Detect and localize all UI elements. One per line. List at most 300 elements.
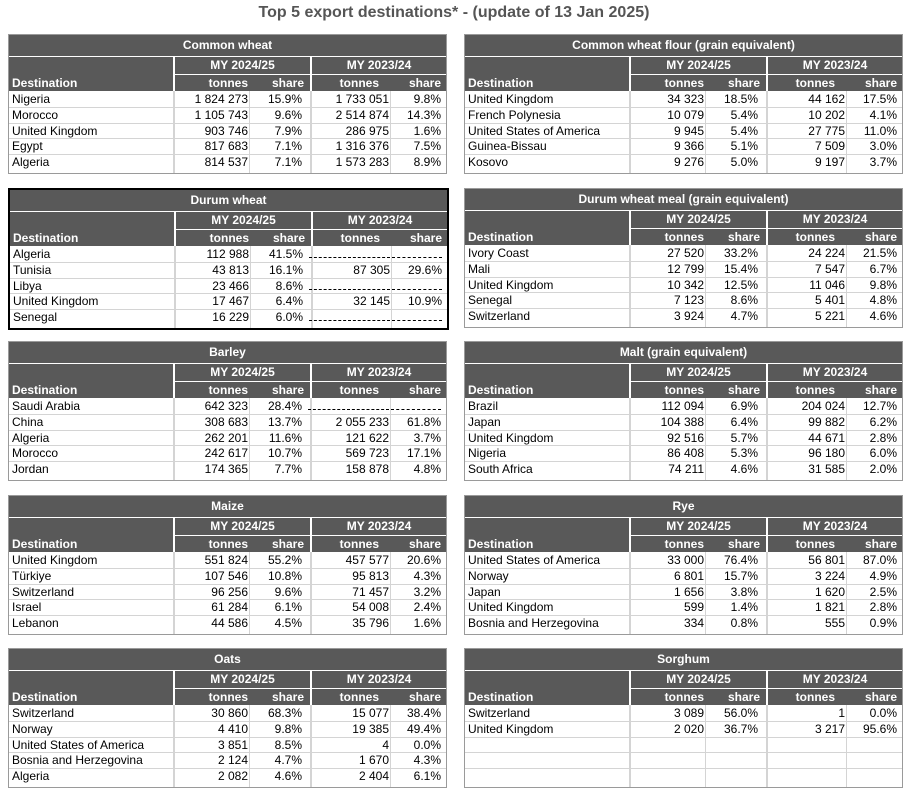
- table-row: [9, 706, 446, 722]
- header-destination: Destination: [468, 537, 534, 551]
- cell-share-previous: 20.6%: [406, 553, 441, 567]
- header-share-current: share: [727, 230, 760, 244]
- cell-tonnes-current: 9 366: [673, 139, 704, 154]
- table-row: [9, 139, 446, 155]
- cell-destination: Senegal: [468, 293, 513, 308]
- table-row: [465, 706, 902, 722]
- cell-tonnes-previous: 121 622: [345, 430, 389, 445]
- cell-tonnes-previous: 7 547: [814, 261, 845, 276]
- cell-tonnes-previous: 204 024: [801, 399, 845, 413]
- header-tonnes-current: tonnes: [664, 230, 704, 244]
- header-my-previous: MY 2023/24: [346, 365, 412, 379]
- cell-tonnes-previous: 1 316 376: [335, 139, 389, 154]
- cell-tonnes-current: 12 799: [667, 261, 704, 276]
- header-share-current: share: [271, 383, 304, 397]
- cell-share-previous: 4.3%: [413, 753, 441, 768]
- cell-tonnes-previous: 87 305: [353, 262, 390, 277]
- cell-share-current: 3.8%: [730, 584, 758, 599]
- cell-tonnes-previous: 2 055 233: [335, 414, 389, 429]
- table-row: [465, 585, 902, 601]
- header-my-current: MY 2024/25: [666, 58, 731, 72]
- cell-tonnes-previous: [309, 279, 390, 294]
- table-row: [10, 294, 447, 310]
- cell-share-previous: 95.6%: [862, 721, 897, 736]
- header-share-current: share: [271, 537, 304, 551]
- header-tonnes-current: tonnes: [664, 76, 704, 90]
- header-tonnes-current: tonnes: [208, 537, 248, 551]
- cell-share-current: 15.7%: [723, 568, 758, 583]
- cell-tonnes-previous: 1 573 283: [335, 155, 389, 169]
- header-my-previous: MY 2023/24: [802, 672, 868, 686]
- cell-share-current: 5.4%: [730, 123, 758, 138]
- table-row: [10, 279, 447, 295]
- cell-tonnes-current: 3 851: [217, 737, 248, 752]
- header-share-current: share: [727, 690, 760, 704]
- header-my-previous: MY 2023/24: [346, 519, 412, 533]
- cell-share-previous: 2.0%: [869, 462, 897, 476]
- header-share-current: share: [727, 383, 760, 397]
- cell-tonnes-current: 33 000: [667, 553, 704, 567]
- header-destination: Destination: [468, 230, 534, 244]
- header-tonnes-previous: tonnes: [339, 76, 379, 90]
- cell-destination: Türkiye: [12, 568, 52, 583]
- cell-destination: Nigeria: [12, 92, 51, 106]
- cell-tonnes-previous: 569 723: [345, 446, 389, 461]
- table-row: [465, 262, 902, 278]
- cell-share-current: 5.4%: [730, 107, 758, 122]
- cell-destination: Ivory Coast: [468, 246, 529, 260]
- cell-tonnes-current: 6 801: [673, 568, 704, 583]
- cell-share-current: 15.9%: [267, 92, 302, 106]
- header-share-current: share: [272, 231, 305, 245]
- cell-share-previous: [391, 399, 441, 414]
- table-body: [465, 553, 902, 634]
- cell-tonnes-current: 92 516: [667, 430, 704, 445]
- table-row: [465, 108, 902, 124]
- header-share-current: share: [727, 76, 760, 90]
- table-title: Malt (grain equivalent): [465, 342, 902, 363]
- cell-tonnes-current: 16 229: [212, 310, 249, 324]
- cell-destination: Algeria: [13, 247, 51, 261]
- cell-destination: Tunisia: [13, 262, 52, 277]
- header-tonnes-previous: tonnes: [795, 537, 835, 551]
- header-share-previous: share: [864, 230, 897, 244]
- cell-tonnes-current: 814 537: [204, 155, 248, 169]
- cell-share-previous: 6.2%: [869, 414, 897, 429]
- cell-share-previous: 87.0%: [862, 553, 897, 567]
- cell-tonnes-current: 61 284: [211, 600, 248, 615]
- cell-tonnes-current: 642 323: [204, 399, 248, 413]
- header-share-previous: share: [864, 383, 897, 397]
- cell-tonnes-previous: 3 224: [814, 568, 845, 583]
- table-title: Maize: [9, 496, 446, 517]
- cell-tonnes-current: 112 094: [661, 399, 704, 413]
- cell-share-previous: 1.6%: [413, 616, 441, 630]
- cell-share-previous: 3.7%: [413, 430, 441, 445]
- cell-destination: Norway: [12, 721, 53, 736]
- page-title: Top 5 export destinations* - (update of 13 Jan 2025): [258, 4, 650, 21]
- cell-share-current: 55.2%: [267, 553, 302, 567]
- cell-destination: Jordan: [12, 462, 49, 476]
- header-share-current: share: [727, 537, 760, 551]
- cell-share-previous: 3.2%: [413, 584, 441, 599]
- header-my-current: MY 2024/25: [210, 519, 275, 533]
- header-my-current: MY 2024/25: [666, 519, 731, 533]
- cell-destination: Algeria: [12, 155, 50, 169]
- cell-destination: Brazil: [468, 399, 499, 413]
- cell-tonnes-previous: 5 401: [814, 293, 845, 308]
- cell-tonnes-previous: 56 801: [808, 553, 845, 567]
- header-my-previous: MY 2023/24: [802, 58, 868, 72]
- cell-destination: United Kingdom: [468, 600, 554, 615]
- cell-share-current: 8.5%: [274, 737, 302, 752]
- cell-share-current: 41.5%: [268, 247, 303, 261]
- cell-share-previous: 4.9%: [869, 568, 897, 583]
- cell-tonnes-previous: 5 221: [814, 309, 845, 323]
- table-row: [9, 399, 446, 415]
- table-oats: [8, 648, 447, 788]
- cell-tonnes-previous: 9 197: [814, 155, 845, 169]
- cell-destination: United States of America: [12, 737, 145, 752]
- cell-destination: Guinea-Bissau: [468, 139, 547, 154]
- header-share-previous: share: [864, 76, 897, 90]
- table-row: [9, 446, 446, 462]
- cell-share-previous: [392, 279, 442, 294]
- cell-share-current: 8.6%: [730, 293, 758, 308]
- header-destination: Destination: [13, 231, 79, 245]
- cell-share-previous: 12.7%: [862, 399, 897, 413]
- header-destination: Destination: [12, 690, 78, 704]
- cell-share-current: 6.4%: [730, 414, 758, 429]
- cell-tonnes-previous: 158 878: [345, 462, 389, 476]
- cell-destination: Switzerland: [12, 584, 75, 599]
- cell-tonnes-current: 9 276: [673, 155, 704, 169]
- cell-tonnes-current: 903 746: [204, 123, 248, 138]
- cell-destination: French Polynesia: [468, 107, 561, 122]
- cell-share-previous: 7.5%: [413, 139, 441, 154]
- header-destination: Destination: [12, 383, 78, 397]
- cell-destination: Libya: [13, 278, 42, 293]
- cell-tonnes-previous: 27 775: [808, 123, 845, 138]
- header-my-current: MY 2024/25: [210, 672, 275, 686]
- cell-share-current: 4.6%: [730, 462, 758, 476]
- cell-share-current: 12.5%: [723, 277, 758, 292]
- header-tonnes-current: tonnes: [208, 690, 248, 704]
- header-share-previous: share: [408, 76, 441, 90]
- header-tonnes-previous: tonnes: [795, 76, 835, 90]
- cell-destination: Algeria: [12, 430, 50, 445]
- table-common-wheat: [8, 34, 447, 174]
- cell-share-previous: 4.1%: [869, 107, 897, 122]
- cell-share-current: 7.1%: [274, 155, 302, 169]
- cell-destination: United Kingdom: [12, 123, 98, 138]
- cell-destination: United Kingdom: [468, 277, 554, 292]
- cell-share-current: 5.7%: [730, 430, 758, 445]
- cell-share-current: 6.1%: [274, 600, 302, 615]
- header-destination: Destination: [12, 76, 78, 90]
- cell-share-current: 7.9%: [274, 123, 302, 138]
- table-row: [9, 616, 446, 632]
- cell-tonnes-current: 242 617: [204, 446, 248, 461]
- header-destination: Destination: [12, 537, 78, 551]
- cell-destination: Senegal: [13, 310, 58, 324]
- header-my-previous: MY 2023/24: [347, 213, 413, 227]
- table-header: [465, 211, 902, 245]
- cell-share-previous: 9.8%: [869, 277, 897, 292]
- cell-tonnes-previous: 4: [382, 737, 389, 752]
- cell-share-current: 4.7%: [274, 753, 302, 768]
- cell-tonnes-current: 262 201: [204, 430, 248, 445]
- table-body: [465, 246, 902, 327]
- cell-share-previous: 61.8%: [406, 414, 441, 429]
- cell-destination: China: [12, 414, 44, 429]
- cell-destination: Saudi Arabia: [12, 399, 81, 413]
- table-row: [9, 600, 446, 616]
- cell-destination: Kosovo: [468, 155, 509, 169]
- table-row: [10, 263, 447, 279]
- cell-share-current: 9.8%: [274, 721, 302, 736]
- header-tonnes-current: tonnes: [664, 690, 704, 704]
- cell-share-current: 28.4%: [267, 399, 302, 413]
- table-body: [10, 247, 447, 328]
- table-row: [465, 415, 902, 431]
- cell-tonnes-current: 112 988: [206, 247, 249, 261]
- cell-tonnes-previous: 11 046: [809, 277, 845, 292]
- cell-tonnes-current: 1 824 273: [194, 92, 248, 106]
- table-row: [465, 246, 902, 262]
- cell-share-previous: 6.7%: [869, 261, 897, 276]
- table-row: [9, 753, 446, 769]
- cell-share-previous: 9.8%: [413, 92, 441, 106]
- header-share-previous: share: [408, 383, 441, 397]
- cell-share-previous: [392, 247, 442, 262]
- table-row: [9, 431, 446, 447]
- cell-destination: United Kingdom: [468, 92, 554, 106]
- table-title: Common wheat: [9, 35, 446, 56]
- cell-tonnes-previous: 1 620: [814, 584, 845, 599]
- cell-share-previous: 8.9%: [413, 155, 441, 169]
- cell-destination: United States of America: [468, 123, 601, 138]
- table-header: [9, 518, 446, 552]
- table-title: Rye: [465, 496, 902, 517]
- table-header: [9, 57, 446, 91]
- header-share-previous: share: [408, 537, 441, 551]
- cell-share-previous: [392, 310, 442, 325]
- table-sorghum: [464, 648, 903, 788]
- table-title: Durum wheat: [10, 190, 447, 211]
- header-share-previous: share: [408, 690, 441, 704]
- cell-tonnes-previous: 2 514 874: [335, 107, 389, 122]
- table-row: [465, 600, 902, 616]
- cell-share-current: 11.6%: [268, 430, 302, 445]
- table-row: [9, 769, 446, 785]
- cell-tonnes-current: 44 586: [211, 616, 248, 630]
- cell-tonnes-current: 2 124: [217, 753, 248, 768]
- header-tonnes-previous: tonnes: [795, 383, 835, 397]
- cell-share-previous: 6.1%: [413, 769, 441, 783]
- header-tonnes-current: tonnes: [208, 383, 248, 397]
- table-row: [9, 108, 446, 124]
- cell-tonnes-current: 7 123: [673, 293, 704, 308]
- cell-share-current: 6.4%: [275, 294, 303, 309]
- table-header: [10, 212, 447, 246]
- cell-destination: Israel: [12, 600, 42, 615]
- cell-tonnes-previous: 99 882: [808, 414, 845, 429]
- header-tonnes-previous: tonnes: [339, 383, 379, 397]
- cell-share-current: 13.7%: [267, 414, 302, 429]
- cell-share-previous: 3.7%: [869, 155, 897, 169]
- cell-tonnes-current: 74 211: [668, 462, 704, 476]
- header-tonnes-previous: tonnes: [339, 690, 379, 704]
- cell-share-previous: 0.9%: [869, 616, 897, 630]
- table-row: [465, 155, 902, 171]
- header-tonnes-previous: tonnes: [795, 690, 835, 704]
- cell-tonnes-previous: [308, 399, 389, 414]
- cell-share-previous: 3.0%: [869, 139, 897, 154]
- cell-share-previous: 0.0%: [869, 706, 897, 720]
- table-row: [9, 415, 446, 431]
- cell-share-current: 4.6%: [274, 769, 302, 783]
- cell-tonnes-current: 107 546: [204, 568, 248, 583]
- cell-destination: Japan: [468, 584, 501, 599]
- header-tonnes-previous: tonnes: [340, 231, 380, 245]
- cell-tonnes-previous: 1 821: [814, 600, 845, 615]
- table-row: [465, 769, 902, 785]
- cell-tonnes-previous: [309, 310, 390, 325]
- cell-share-current: 0.8%: [730, 616, 758, 630]
- cell-share-current: 16.1%: [268, 262, 303, 277]
- cell-tonnes-previous: 95 813: [352, 568, 389, 583]
- cell-destination: Bosnia and Herzegovina: [12, 753, 143, 768]
- cell-share-previous: 6.0%: [869, 446, 897, 461]
- cell-destination: Morocco: [12, 107, 59, 122]
- table-row: [9, 462, 446, 478]
- cell-share-current: 9.6%: [274, 584, 302, 599]
- table-title: Oats: [9, 649, 446, 670]
- cell-destination: Lebanon: [12, 616, 59, 630]
- cell-tonnes-previous: 7 509: [814, 139, 845, 154]
- cell-share-current: 36.7%: [723, 721, 758, 736]
- cell-destination: United Kingdom: [468, 430, 554, 445]
- cell-share-current: 33.2%: [723, 246, 758, 260]
- cell-destination: Algeria: [12, 769, 50, 783]
- cell-share-previous: 4.6%: [869, 309, 897, 323]
- cell-tonnes-previous: 71 457: [352, 584, 389, 599]
- cell-destination: Egypt: [12, 139, 43, 154]
- cell-share-current: 15.4%: [723, 261, 758, 276]
- cell-tonnes-previous: 31 585: [808, 462, 845, 476]
- cell-destination: Morocco: [12, 446, 59, 461]
- table-row: [9, 569, 446, 585]
- header-my-current: MY 2024/25: [211, 213, 276, 227]
- cell-share-previous: 49.4%: [406, 721, 441, 736]
- table-row: [10, 247, 447, 263]
- cell-tonnes-previous: 1: [838, 706, 845, 720]
- header-tonnes-previous: tonnes: [795, 230, 835, 244]
- table-header: [9, 364, 446, 398]
- cell-tonnes-previous: 54 008: [352, 600, 389, 615]
- table-row: [9, 585, 446, 601]
- table-malt-grain-equivalent: [464, 341, 903, 481]
- table-title: Sorghum: [465, 649, 902, 670]
- table-row: [9, 92, 446, 108]
- header-destination: Destination: [468, 690, 534, 704]
- table-body: [9, 92, 446, 173]
- cell-tonnes-previous: 44 671: [808, 430, 845, 445]
- table-durum-wheat-meal-grain-equivalent: [464, 188, 903, 328]
- table-row: [465, 293, 902, 309]
- table-row: [465, 462, 902, 478]
- table-row: [465, 139, 902, 155]
- cell-destination: Nigeria: [468, 446, 507, 461]
- cell-tonnes-current: 23 466: [212, 278, 249, 293]
- cell-share-current: 4.5%: [274, 616, 302, 630]
- table-body: [465, 706, 902, 787]
- cell-share-current: 56.0%: [723, 706, 758, 720]
- table-header: [465, 518, 902, 552]
- cell-tonnes-current: 1 656: [673, 584, 704, 599]
- cell-share-previous: 2.5%: [869, 584, 897, 599]
- cell-destination: Switzerland: [468, 309, 531, 323]
- table-title: Common wheat flour (grain equivalent): [465, 35, 902, 56]
- table-row: [10, 310, 447, 326]
- cell-tonnes-previous: 286 975: [345, 123, 389, 138]
- cell-share-current: 10.7%: [267, 446, 302, 461]
- cell-tonnes-current: 3 924: [673, 309, 704, 323]
- cell-tonnes-current: 10 342: [667, 277, 704, 292]
- cell-tonnes-current: 3 089: [673, 706, 704, 720]
- cell-tonnes-previous: 1 670: [358, 753, 389, 768]
- header-destination: Destination: [468, 383, 534, 397]
- table-row: [9, 124, 446, 140]
- table-body: [9, 553, 446, 634]
- cell-destination: United States of America: [468, 553, 601, 567]
- table-row: [465, 431, 902, 447]
- table-row: [9, 553, 446, 569]
- header-my-current: MY 2024/25: [666, 365, 731, 379]
- cell-share-previous: 11.0%: [863, 123, 897, 138]
- cell-destination: Norway: [468, 568, 509, 583]
- cell-tonnes-current: 43 813: [212, 262, 249, 277]
- cell-tonnes-previous: 44 162: [808, 92, 845, 106]
- table-header: [9, 671, 446, 705]
- table-header: [465, 671, 902, 705]
- header-share-previous: share: [864, 690, 897, 704]
- table-row: [465, 553, 902, 569]
- cell-tonnes-previous: 35 796: [352, 616, 389, 630]
- table-row: [465, 722, 902, 738]
- cell-destination: Switzerland: [12, 706, 75, 720]
- cell-share-current: 6.0%: [275, 310, 303, 324]
- table-body: [465, 399, 902, 480]
- table-rye: [464, 495, 903, 635]
- table-row: [465, 738, 902, 754]
- cell-tonnes-current: 4 410: [217, 721, 248, 736]
- cell-share-previous: 14.3%: [406, 107, 441, 122]
- header-my-previous: MY 2023/24: [346, 58, 412, 72]
- cell-share-current: 5.3%: [730, 446, 758, 461]
- cell-tonnes-previous: 457 577: [345, 553, 389, 567]
- cell-share-current: 6.9%: [730, 399, 758, 413]
- cell-tonnes-current: 17 467: [212, 294, 249, 309]
- cell-tonnes-previous: 24 224: [808, 246, 845, 260]
- table-durum-wheat: [8, 188, 449, 330]
- cell-destination: United Kingdom: [13, 294, 99, 309]
- header-tonnes-current: tonnes: [664, 383, 704, 397]
- cell-share-previous: 2.4%: [413, 600, 441, 615]
- header-my-previous: MY 2023/24: [802, 212, 868, 226]
- cell-share-previous: 0.0%: [413, 737, 441, 752]
